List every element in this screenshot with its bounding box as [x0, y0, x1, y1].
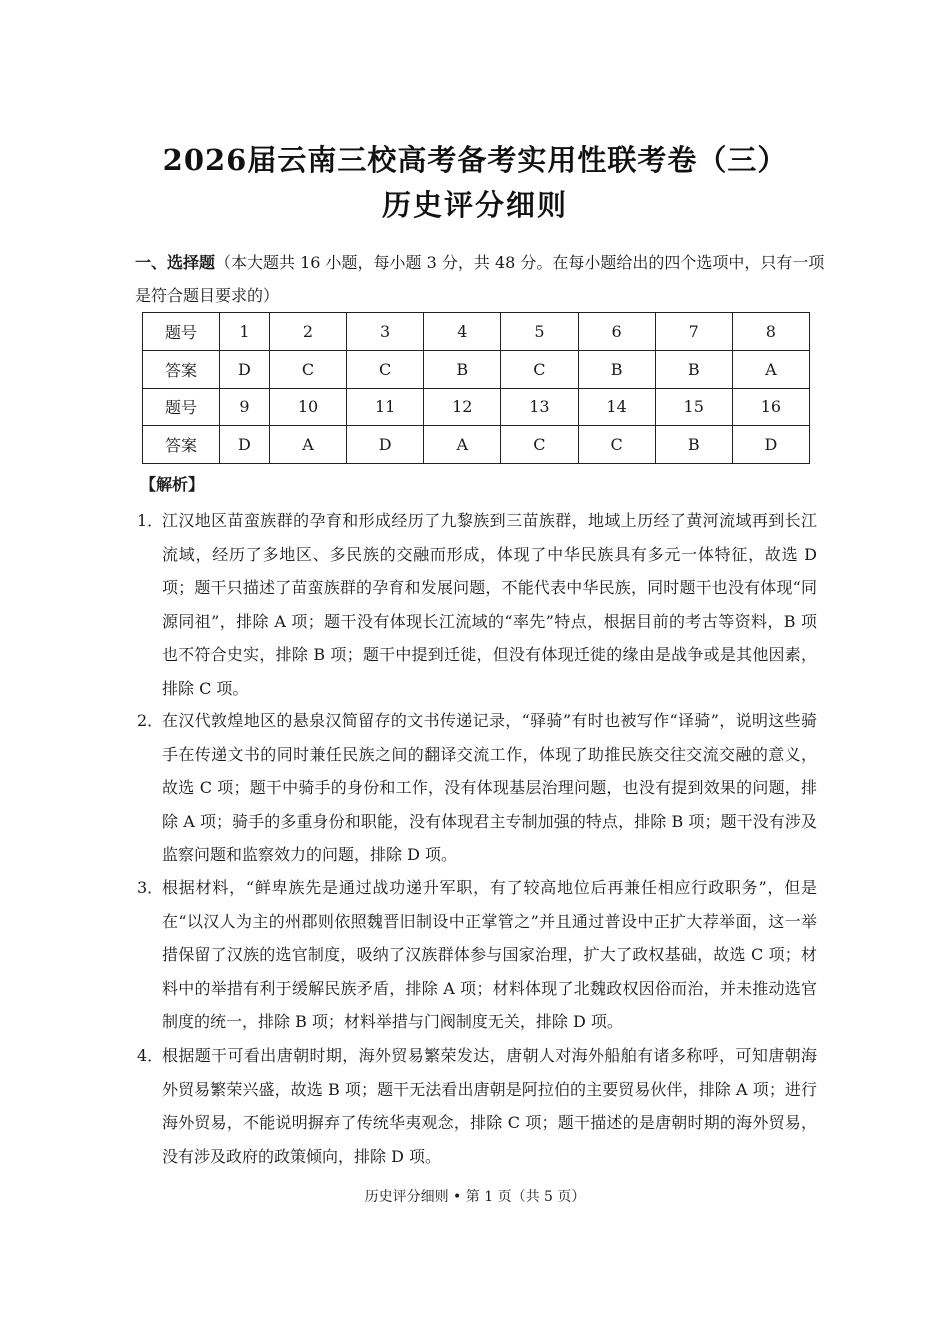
table-cell: A [269, 426, 346, 464]
table-cell: 11 [347, 388, 424, 426]
item-text: 江汉地区苗蛮族群的孕育和形成经历了九黎族到三苗族群，地域上历经了黄河流域再到长江流域，经历了多地区、多民族的交融而形成，体现了中华民族具有多元一体特征，故选 D 项；题干只描述了苗蛮族群的孕育和发展问题，不能代表中华民族，同时题干也没有体现“同源同祖”，排除 A 项；题干没有体现长江流域的“率先”特点，根据目前的考古等资料，B 项也不符合史实，排除 B 项；题干中提到迁徙，但没有体现迁徙的缘由是战争或是其他因素，排除 C 项。 [162, 511, 817, 698]
table-cell: A [424, 426, 501, 464]
item-text: 在汉代敦煌地区的悬泉汉简留存的文书传递记录，“驿骑”有时也被写作“译骑”，说明这些骑手在传递文书的同时兼任民族之间的翻译交流工作，体现了助推民族交往交流交融的意义，故选 C 项；题干中骑手的身份和工作，没有体现基层治理问题，也没有提到效果的问题，排除 A 项；骑手的多重身份和职能，没有体现君主专制加强的特点，排除 B 项；题干没有涉及监察问题和监察效力的问题，排除 D 项。 [162, 711, 817, 864]
item-text: 根据题干可看出唐朝时期，海外贸易繁荣发达，唐朝人对海外船舶有诸多称呼，可知唐朝海外贸易繁荣兴盛，故选 B 项；题干无法看出唐朝是阿拉伯的主要贸易伙伴，排除 A 项；进行海外贸易，不能说明摒弃了传统华夷观念，排除 C 项；题干描述的是唐朝时期的海外贸易，没有涉及政府的政策倾向，排除 D 项。 [162, 1046, 817, 1166]
table-cell: C [501, 426, 578, 464]
row-header: 答案 [143, 350, 220, 388]
table-cell: D [220, 426, 270, 464]
table-cell: A [732, 350, 809, 388]
table-cell: D [347, 426, 424, 464]
row-header: 题号 [143, 388, 220, 426]
section-heading [135, 246, 825, 312]
table-cell: D [220, 350, 270, 388]
row-header: 题号 [143, 313, 220, 351]
table-cell: 9 [220, 388, 270, 426]
table-cell: 7 [655, 313, 732, 351]
table-cell: B [655, 426, 732, 464]
table-cell: C [501, 350, 578, 388]
table-cell: B [424, 350, 501, 388]
table-row [143, 388, 810, 426]
item-number: 4． [137, 1046, 164, 1065]
row-header: 答案 [143, 426, 220, 464]
table-row [143, 426, 810, 464]
table-cell: 8 [732, 313, 809, 351]
item-number: 3． [137, 878, 164, 897]
document-subtitle: 历史评分细则 [381, 188, 568, 222]
analysis-heading: 【解析】 [140, 475, 205, 494]
table-cell: 14 [578, 388, 655, 426]
item-number: 2． [137, 711, 164, 730]
table-cell: C [347, 350, 424, 388]
analysis-item [137, 704, 817, 872]
table-cell: 16 [732, 388, 809, 426]
table-cell: 15 [655, 388, 732, 426]
analysis-item [137, 1039, 817, 1173]
table-cell: 10 [269, 388, 346, 426]
table-cell: C [269, 350, 346, 388]
table-cell: 12 [424, 388, 501, 426]
section-instructions: （本大题共 16 小题，每小题 3 分，共 48 分。在每小题给出的四个选项中，只有一项是符合题目要求的） [135, 253, 825, 305]
section-label: 一、选择题 [135, 253, 216, 272]
table-row [143, 313, 810, 351]
table-cell: 6 [578, 313, 655, 351]
table-cell: 4 [424, 313, 501, 351]
table-cell: B [655, 350, 732, 388]
item-number: 1． [137, 511, 164, 530]
table-cell: B [578, 350, 655, 388]
page-footer: 历史评分细则 • 第 1 页（共 5 页） [364, 1189, 586, 1205]
document-title: 2026届云南三校高考备考实用性联考卷（三） [162, 143, 788, 177]
table-cell: 5 [501, 313, 578, 351]
table-cell: C [578, 426, 655, 464]
table-cell: 3 [347, 313, 424, 351]
analysis-item [137, 871, 817, 1039]
table-row [143, 350, 810, 388]
item-text: 根据材料，“鲜卑族先是通过战功递升军职，有了较高地位后再兼任相应行政职务”，但是在“以汉人为主的州郡则依照魏晋旧制设中正掌管之”并且通过普设中正扩大荐举面，这一举措保留了汉族的选官制度，吸纳了汉族群体参与国家治理，扩大了政权基础，故选 C 项；材料中的举措有利于缓解民族矛盾，排除 A 项；材料体现了北魏政权因俗而治，并未推动选官制度的统一，排除 B 项；材料举措与门阀制度无关，排除 D 项。 [162, 878, 817, 1031]
analysis-item [137, 504, 817, 705]
table-cell: 13 [501, 388, 578, 426]
table-cell: 2 [269, 313, 346, 351]
answer-table [142, 312, 810, 464]
table-cell: D [732, 426, 809, 464]
table-cell: 1 [220, 313, 270, 351]
